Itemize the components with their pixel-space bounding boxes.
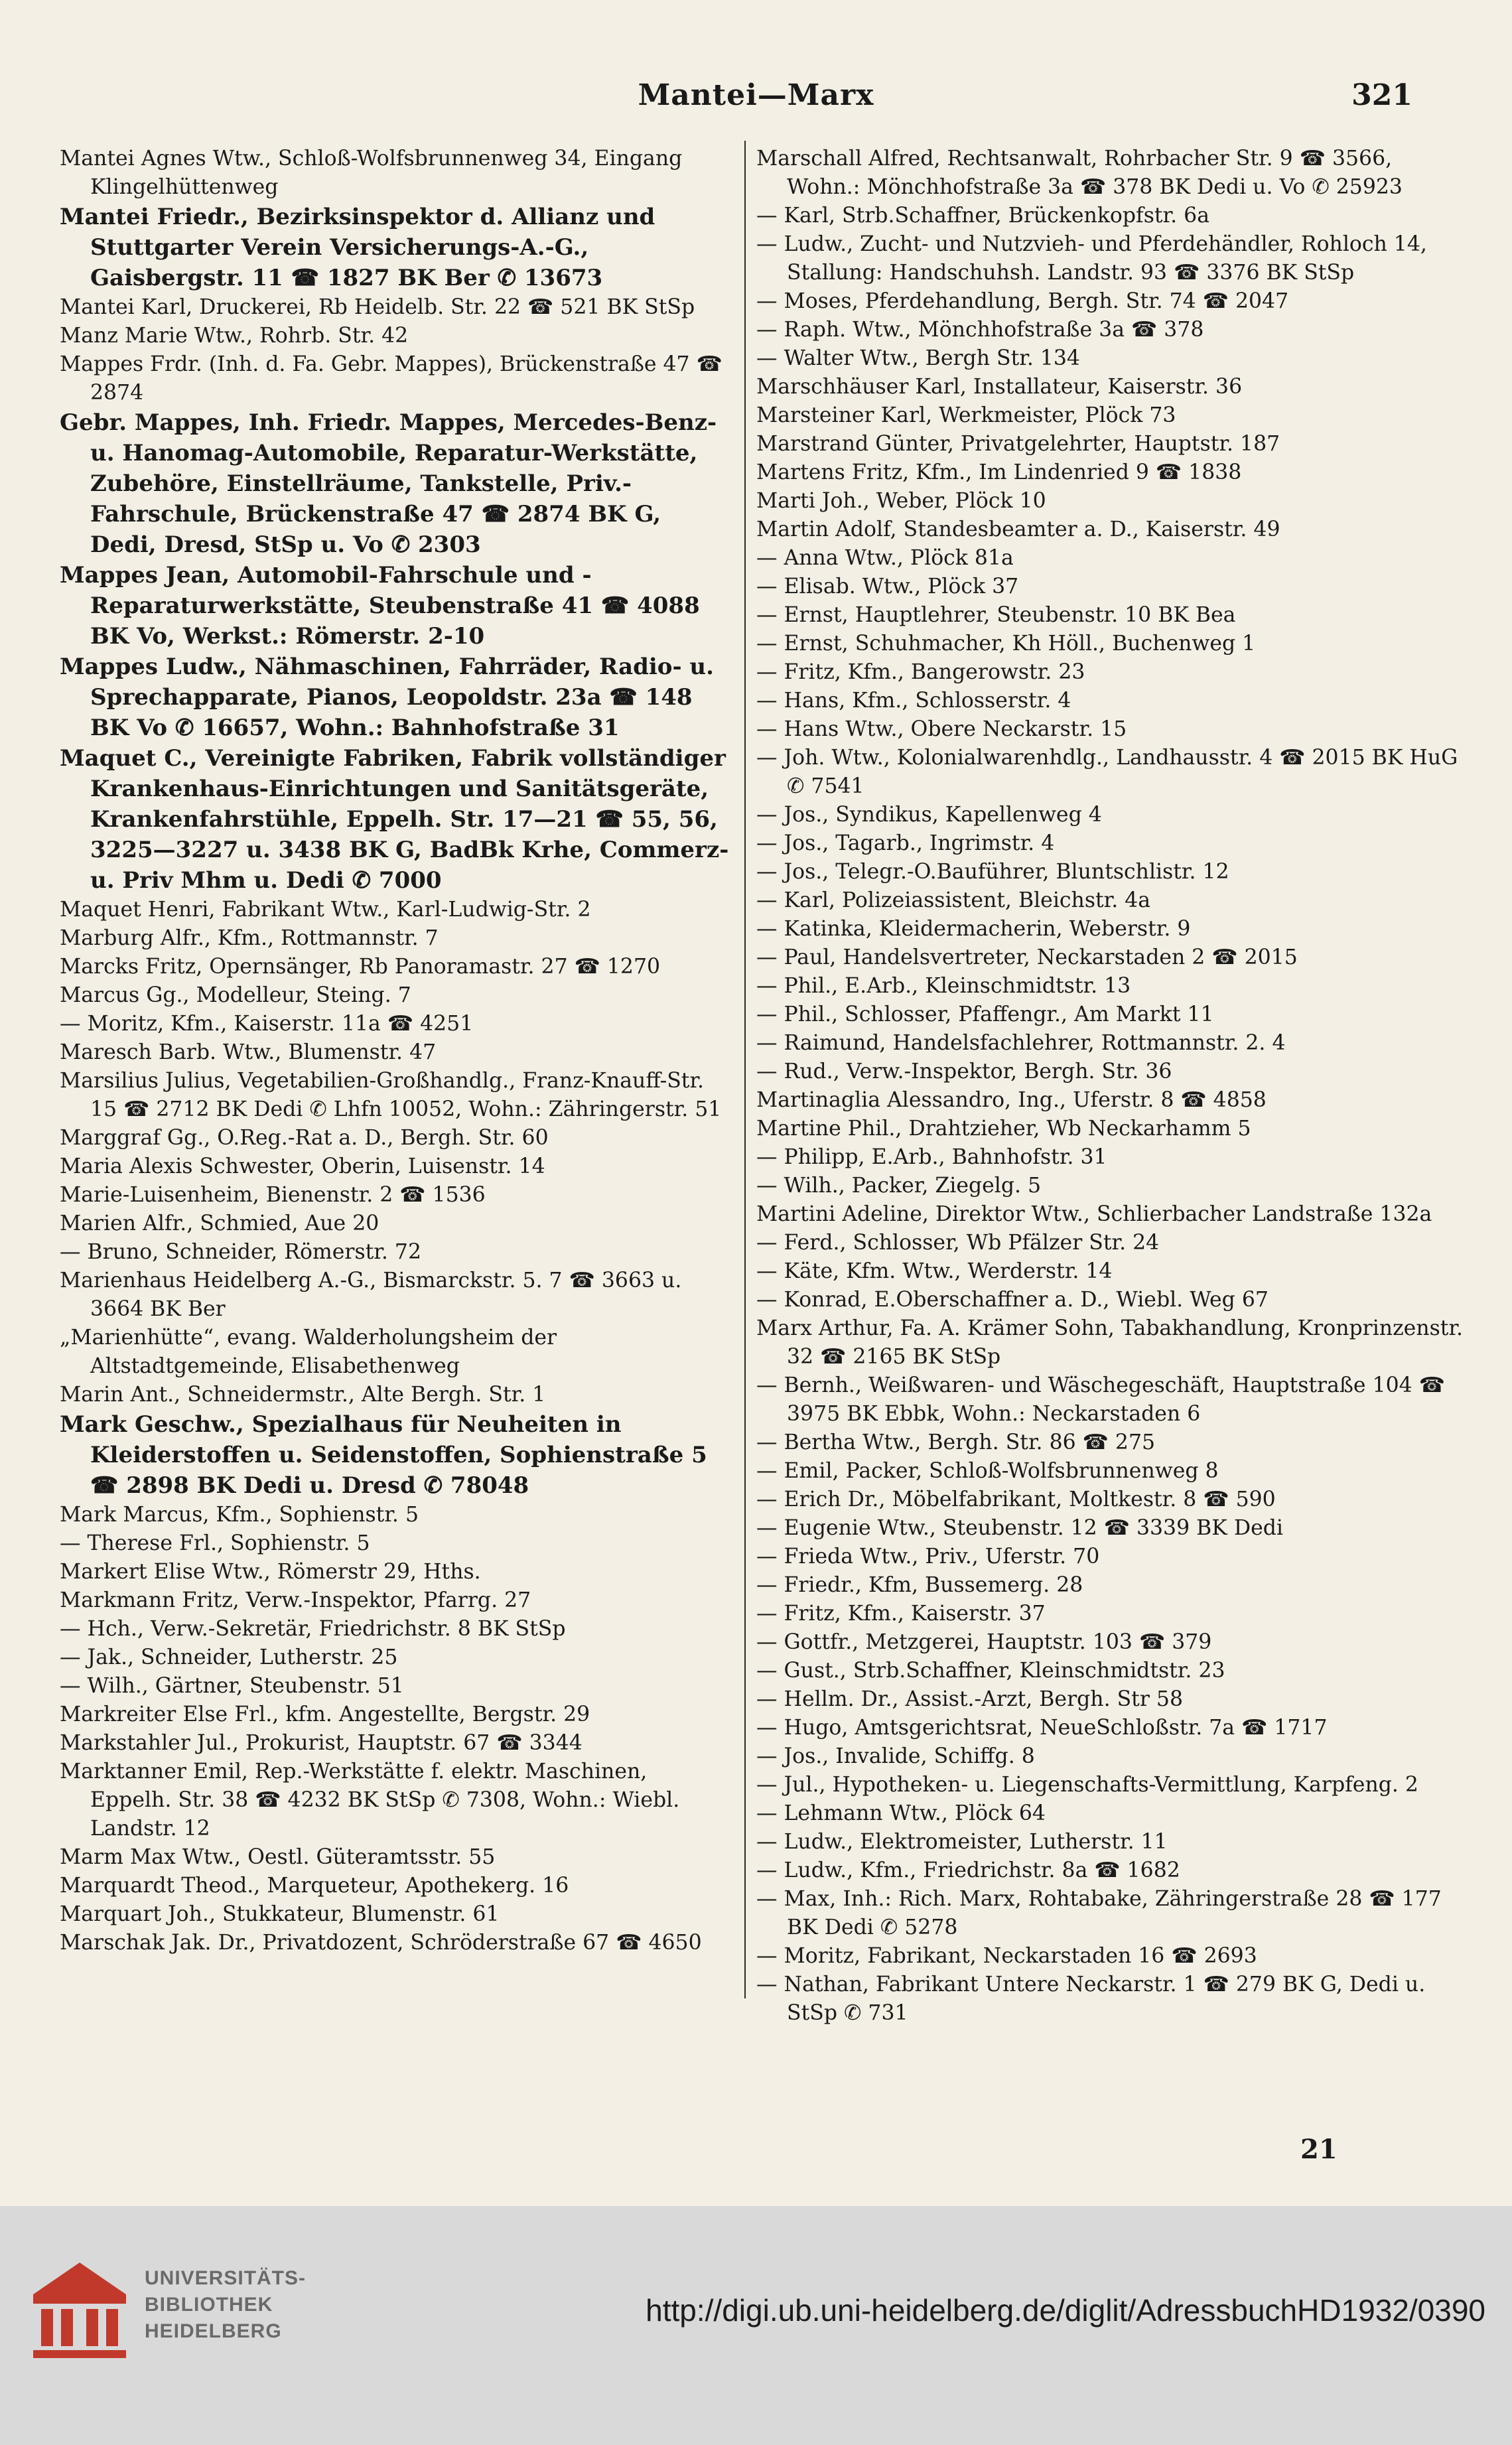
directory-entry: — Hans, Kfm., Schlosserstr. 4	[756, 689, 1071, 713]
directory-entry: Martens Fritz, Kfm., Im Lindenried 9 ☎ 1838	[756, 460, 1242, 484]
column-divider	[744, 141, 746, 1998]
directory-entry: — Raph. Wtw., Mönchhofstraße 3a ☎ 378	[756, 318, 1204, 342]
directory-entry: Marschak Jak. Dr., Privatdozent, Schröderstraße 67 ☎ 4650	[60, 1931, 702, 1955]
directory-entry: Marktanner Emil, Rep.-Werkstätte f. elektr. Maschinen, Eppelh. Str. 38 ☎ 4232 BK StSp ✆ 7308, Wohn.: Wiebl. Landstr. 12	[60, 1760, 680, 1841]
directory-entry: — Jos., Telegr.-O.Bauführer, Bluntschlistr. 12	[756, 860, 1229, 884]
directory-entry: Marquart Joh., Stukkateur, Blumenstr. 61	[60, 1902, 500, 1926]
directory-entry: Manz Marie Wtw., Rohrb. Str. 42	[60, 324, 409, 348]
directory-entry: — Hellm. Dr., Assist.-Arzt, Bergh. Str 58	[756, 1687, 1183, 1711]
directory-entry: — Moritz, Kfm., Kaiserstr. 11a ☎ 4251	[60, 1012, 474, 1036]
directory-entry: Marsteiner Karl, Werkmeister, Plöck 73	[756, 403, 1176, 427]
directory-entry: Markmann Fritz, Verw.-Inspektor, Pfarrg. 27	[60, 1588, 531, 1612]
directory-entry: Marcus Gg., Modelleur, Steing. 7	[60, 983, 411, 1007]
library-name-line: BIBLIOTHEK	[145, 2294, 273, 2316]
directory-entry: — Joh. Wtw., Kolonialwarenhdlg., Landhausstr. 4 ☎ 2015 BK HuG ✆ 7541	[756, 746, 1458, 798]
directory-entry: — Jos., Invalide, Schiffg. 8	[756, 1744, 1035, 1768]
directory-entry: Mantei Karl, Druckerei, Rb Heidelb. Str. 22 ☎ 521 BK StSp	[60, 295, 695, 319]
directory-entry: — Jos., Syndikus, Kapellenweg 4	[756, 803, 1102, 827]
directory-entry: — Phil., Schlosser, Pfaffengr., Am Markt 11	[756, 1003, 1214, 1026]
directory-entry: — Friedr., Kfm, Bussemerg. 28	[756, 1573, 1083, 1597]
directory-entry: Marstrand Günter, Privatgelehrter, Hauptstr. 187	[756, 432, 1280, 456]
directory-entry: — Ernst, Hauptlehrer, Steubenstr. 10 BK Bea	[756, 603, 1236, 627]
directory-entry: — Raimund, Handelsfachlehrer, Rottmannstr. 2. 4	[756, 1031, 1286, 1055]
directory-entry: — Katinka, Kleidermacherin, Weberstr. 9	[756, 917, 1191, 941]
directory-entry: Mantei Agnes Wtw., Schloß-Wolfsbrunnenweg 34, Eingang Klingelhüttenweg	[60, 147, 683, 199]
directory-entry: Mappes Jean, Automobil-Fahrschule und -Reparaturwerkstätte, Steubenstraße 41 ☎ 4088 BK Vo, Werkst.: Römerstr. 2-10	[60, 562, 700, 650]
directory-entry: — Moritz, Fabrikant, Neckarstaden 16 ☎ 2693	[756, 1944, 1257, 1968]
library-logo-icon	[27, 2257, 133, 2363]
directory-entry: „Marienhütte“, evang. Walderholungsheim der Altstadtgemeinde, Elisabethenweg	[60, 1326, 557, 1378]
directory-entry: — Jos., Tagarb., Ingrimstr. 4	[756, 831, 1055, 855]
directory-entry: — Jak., Schneider, Lutherstr. 25	[60, 1645, 398, 1669]
directory-entry: Mappes Ludw., Nähmaschinen, Fahrräder, Radio- u. Sprechapparate, Pianos, Leopoldstr. 23a ☎ 148 BK Vo ✆ 16657, Wohn.: Bahnhofstraße 31	[60, 654, 714, 741]
directory-entry: — Wilh., Gärtner, Steubenstr. 51	[60, 1674, 404, 1698]
directory-entry: Martine Phil., Drahtzieher, Wb Neckarhamm 5	[756, 1117, 1251, 1141]
directory-entry: — Ferd., Schlosser, Wb Pfälzer Str. 24	[756, 1231, 1160, 1255]
directory-entry: — Ludw., Zucht- und Nutzvieh- und Pferdehändler, Rohloch 14, Stallung: Handschuhsh. Landstr. 93 ☎ 3376 BK StSp	[756, 232, 1427, 285]
running-header: Mantei—Marx	[638, 78, 874, 112]
directory-entry: Mark Geschw., Spezialhaus für Neuheiten in Kleiderstoffen u. Seidenstoffen, Sophienstraße 5 ☎ 2898 BK Dedi u. Dresd ✆ 78048	[60, 1411, 707, 1499]
source-url-link[interactable]: http://digi.ub.uni-heidelberg.de/diglit/AdressbuchHD1932/0390	[646, 2293, 1485, 2328]
directory-entry: Gebr. Mappes, Inh. Friedr. Mappes, Mercedes-Benz- u. Hanomag-Automobile, Reparatur-Werkstätte, Zubehöre, Einstellräume, Tankstelle, Priv.-Fahrschule, Brückenstraße 47 ☎ 2874 BK G, Dedi, Dresd, StSp u. Vo ✆ 2303	[60, 409, 717, 558]
directory-entry: — Ludw., Kfm., Friedrichstr. 8a ☎ 1682	[756, 1858, 1180, 1882]
directory-entry: Mark Marcus, Kfm., Sophienstr. 5	[60, 1503, 419, 1527]
library-name-line: HEIDELBERG	[145, 2320, 282, 2342]
right-column	[756, 145, 1466, 2028]
directory-entry: Markstahler Jul., Prokurist, Hauptstr. 67 ☎ 3344	[60, 1731, 583, 1755]
directory-entry: Mantei Friedr., Bezirksinspektor d. Allianz und Stuttgarter Verein Versicherungs-A.-G., Gaisbergstr. 11 ☎ 1827 BK Ber ✆ 13673	[60, 204, 655, 291]
directory-entry: — Walter Wtw., Bergh Str. 134	[756, 346, 1080, 370]
directory-entry: — Ernst, Schuhmacher, Kh Höll., Buchenweg 1	[756, 632, 1256, 656]
directory-entry: Martini Adeline, Direktor Wtw., Schlierbacher Landstraße 132a	[756, 1202, 1432, 1226]
directory-entry: — Gust., Strb.Schaffner, Kleinschmidtstr. 23	[756, 1659, 1225, 1683]
directory-entry: — Max, Inh.: Rich. Marx, Rohtabake, Zähringerstraße 28 ☎ 177 BK Dedi ✆ 5278	[756, 1887, 1442, 1939]
directory-entry: Martinaglia Alessandro, Ing., Uferstr. 8 ☎ 4858	[756, 1088, 1267, 1112]
directory-entry: — Gottfr., Metzgerei, Hauptstr. 103 ☎ 379	[756, 1630, 1212, 1654]
directory-entry: — Lehmann Wtw., Plöck 64	[756, 1801, 1046, 1825]
directory-entry: — Hugo, Amtsgerichtsrat, NeueSchloßstr. 7a ☎ 1717	[756, 1716, 1328, 1740]
directory-entry: Marie-Luisenheim, Bienenstr. 2 ☎ 1536	[60, 1183, 486, 1207]
directory-entry: — Wilh., Packer, Ziegelg. 5	[756, 1174, 1042, 1198]
directory-entry: Marquardt Theod., Marqueteur, Apothekerg. 16	[60, 1874, 569, 1898]
directory-entry: — Emil, Packer, Schloß-Wolfsbrunnenweg 8	[756, 1459, 1219, 1483]
directory-entry: Marggraf Gg., O.Reg.-Rat a. D., Bergh. Str. 60	[60, 1126, 549, 1150]
directory-entry: — Konrad, E.Oberschaffner a. D., Wiebl. Weg 67	[756, 1288, 1269, 1312]
directory-entry: — Hch., Verw.-Sekretär, Friedrichstr. 8 BK StSp	[60, 1617, 566, 1641]
directory-entry: Maresch Barb. Wtw., Blumenstr. 47	[60, 1040, 437, 1064]
directory-entry: — Elisab. Wtw., Plöck 37	[756, 575, 1019, 598]
directory-entry: Marx Arthur, Fa. A. Krämer Sohn, Tabakhandlung, Kronprinzenstr. 32 ☎ 2165 BK StSp	[756, 1316, 1464, 1369]
directory-entry: Marienhaus Heidelberg A.-G., Bismarckstr. 5. 7 ☎ 3663 u. 3664 BK Ber	[60, 1269, 682, 1321]
directory-entry: — Karl, Strb.Schaffner, Brückenkopfstr. 6a	[756, 204, 1209, 228]
page-number: 321	[1351, 78, 1412, 112]
directory-entry: Mappes Frdr. (Inh. d. Fa. Gebr. Mappes), Brückenstraße 47 ☎ 2874	[60, 352, 722, 405]
directory-entry: — Paul, Handelsvertreter, Neckarstaden 2 ☎ 2015	[756, 945, 1298, 969]
left-column	[60, 145, 733, 1957]
directory-entry: — Erich Dr., Möbelfabrikant, Moltkestr. 8 ☎ 590	[756, 1488, 1276, 1511]
directory-entry: — Hans Wtw., Obere Neckarstr. 15	[756, 717, 1127, 741]
directory-entry: Maquet Henri, Fabrikant Wtw., Karl-Ludwig-Str. 2	[60, 898, 591, 922]
directory-entry: — Karl, Polizeiassistent, Bleichstr. 4a	[756, 888, 1151, 912]
directory-entry: — Phil., E.Arb., Kleinschmidtstr. 13	[756, 974, 1131, 998]
directory-entry: Martin Adolf, Standesbeamter a. D., Kaiserstr. 49	[756, 518, 1280, 541]
directory-entry: — Anna Wtw., Plöck 81a	[756, 546, 1014, 570]
directory-entry: — Fritz, Kfm., Kaiserstr. 37	[756, 1602, 1046, 1626]
directory-entry: — Käte, Kfm. Wtw., Werderstr. 14	[756, 1259, 1113, 1283]
directory-entry: Marin Ant., Schneidermstr., Alte Bergh. Str. 1	[60, 1383, 546, 1407]
directory-entry: Marti Joh., Weber, Plöck 10	[756, 489, 1046, 513]
directory-entry: Marburg Alfr., Kfm., Rottmannstr. 7	[60, 926, 439, 950]
directory-entry: Marschall Alfred, Rechtsanwalt, Rohrbacher Str. 9 ☎ 3566, Wohn.: Mönchhofstraße 3a ☎ 378 BK Dedi u. Vo ✆ 25923	[756, 147, 1403, 199]
library-name	[145, 2265, 306, 2345]
directory-entry: — Bernh., Weißwaren- und Wäschegeschäft, Hauptstraße 104 ☎ 3975 BK Ebbk, Wohn.: Neckarstaden 6	[756, 1373, 1445, 1426]
directory-entry: — Philipp, E.Arb., Bahnhofstr. 31	[756, 1145, 1107, 1169]
directory-entry: — Fritz, Kfm., Bangerowstr. 23	[756, 660, 1085, 684]
directory-entry: — Ludw., Elektromeister, Lutherstr. 11	[756, 1830, 1168, 1854]
directory-entry: — Eugenie Wtw., Steubenstr. 12 ☎ 3339 BK Dedi	[756, 1516, 1283, 1540]
directory-entry: — Bertha Wtw., Bergh. Str. 86 ☎ 275	[756, 1431, 1156, 1454]
directory-entry: — Therese Frl., Sophienstr. 5	[60, 1531, 370, 1555]
directory-entry: — Moses, Pferdehandlung, Bergh. Str. 74 ☎ 2047	[756, 289, 1289, 313]
directory-entry: Marschhäuser Karl, Installateur, Kaiserstr. 36	[756, 375, 1243, 399]
directory-entry: Maria Alexis Schwester, Oberin, Luisenstr. 14	[60, 1154, 545, 1178]
directory-entry: Marm Max Wtw., Oestl. Güteramtsstr. 55	[60, 1845, 496, 1869]
folio-number: 21	[1300, 2134, 1338, 2165]
directory-entry: Maquet C., Vereinigte Fabriken, Fabrik vollständiger Krankenhaus-Einrichtungen und Sanitätsgeräte, Krankenfahrstühle, Eppelh. Str. 17—21 ☎ 55, 56, 3225—3227 u. 3438 BK G, BadBk Krhe, Commerz- u. Priv Mhm u. Dedi ✆ 7000	[60, 745, 729, 894]
directory-entry: Marcks Fritz, Opernsänger, Rb Panoramastr. 27 ☎ 1270	[60, 955, 661, 979]
directory-entry: Marsilius Julius, Vegetabilien-Großhandlg., Franz-Knauff-Str. 15 ☎ 2712 BK Dedi ✆ Lhfn 10052, Wohn.: Zähringerstr. 51	[60, 1069, 722, 1121]
directory-entry: Markreiter Else Frl., kfm. Angestellte, Bergstr. 29	[60, 1703, 590, 1726]
directory-entry: — Frieda Wtw., Priv., Uferstr. 70	[756, 1545, 1100, 1569]
directory-entry: — Nathan, Fabrikant Untere Neckarstr. 1 ☎ 279 BK G, Dedi u. StSp ✆ 731	[756, 1973, 1426, 2025]
directory-entry: — Jul., Hypotheken- u. Liegenschafts-Vermittlung, Karpfeng. 2	[756, 1773, 1418, 1797]
directory-entry: — Rud., Verw.-Inspektor, Bergh. Str. 36	[756, 1060, 1172, 1083]
library-name-line: UNIVERSITÄTS-	[145, 2267, 307, 2289]
directory-entry: Marien Alfr., Schmied, Aue 20	[60, 1212, 379, 1235]
directory-entry: — Bruno, Schneider, Römerstr. 72	[60, 1240, 422, 1264]
directory-entry: Markert Elise Wtw., Römerstr 29, Hths.	[60, 1560, 481, 1584]
